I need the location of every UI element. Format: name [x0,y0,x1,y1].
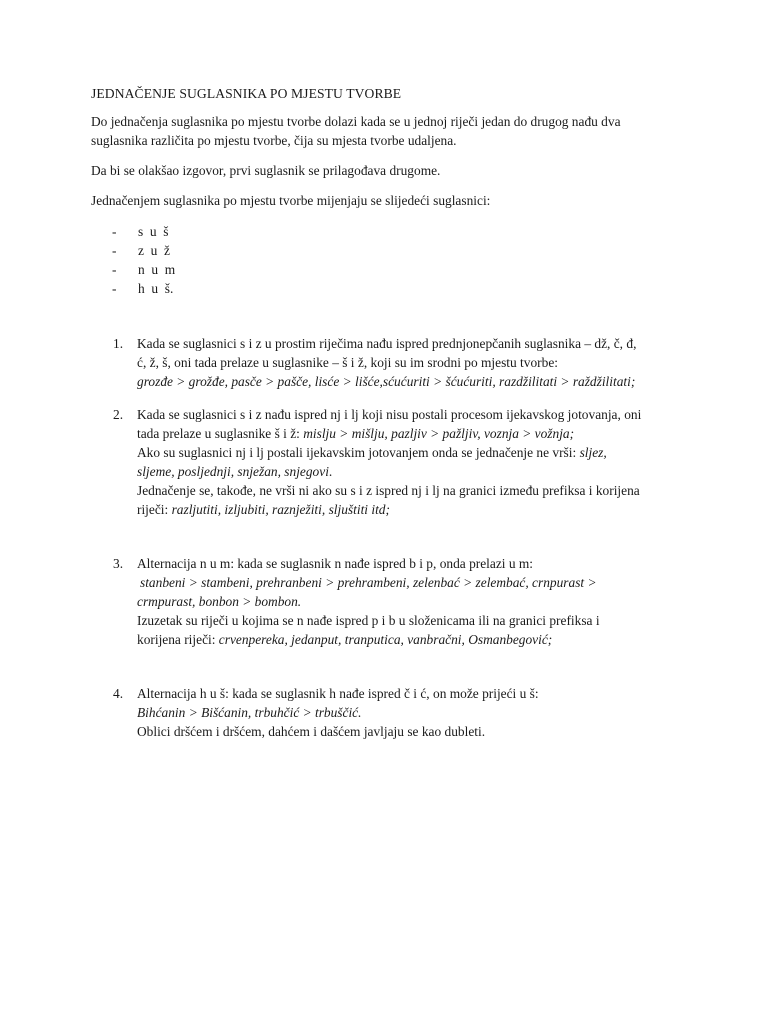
item-text: riječi: [137,502,172,517]
item-line: Alternacija h u š: kada se suglasnik h nađe ispred č i ć, on može prijeći u š: [137,686,539,701]
item-example: crmpurast, bonbon > bombon. [137,594,302,609]
item-line: ć, ž, š, oni tada prelaze u suglasnike – š i ž, koji su im srodni po mjestu tvorbe: [137,355,558,370]
list-dash: - [112,281,117,296]
list-item [112,279,175,298]
item-number: 2. [113,407,124,422]
item-line [137,630,688,649]
item-body [137,405,688,519]
intro-paragraph-2: Da bi se olakšao izgovor, prvi suglasnik se prilagođava drugome. [91,163,441,178]
item-number: 3. [113,556,124,571]
item-line: Kada se suglasnici s i z u prostim riječima nađu ispred prednjonepčanih suglasnika – dž, č, đ, [137,336,637,351]
item-example: Bihćanin > Bišćanin, trbuhčić > trbuščić. [137,705,362,720]
item-text: . [328,464,333,479]
item-text: Ako su suglasnici nj i lj postali ijekavskim jotovanjem onda se jednačenje ne vrši: [137,445,580,460]
item-line: Alternacija n u m: kada se suglasnik n nađe ispred b i p, onda prelazi u m: [137,556,534,571]
item-example: stanbeni > stambeni, prehranbeni > prehrambeni, zelenbać > zelembać, crnpurast > [140,575,597,590]
item-line [137,443,688,462]
numbered-item-2 [113,405,688,519]
intro-paragraph-1-line-1: Do jednačenja suglasnika po mjestu tvorbe dolazi kada se u jednoj riječi jedan do drugog nađu dva [91,114,621,129]
intro-paragraph-1 [91,112,691,150]
item-line: Jednačenje se, takođe, ne vrši ni ako su s i z ispred nj i lj na granici između prefiksa i korijena [137,483,640,498]
item-line [137,462,688,481]
consonant-pair: h u š. [138,281,174,296]
item-example: sljez, [579,445,607,460]
item-body [137,684,688,741]
consonant-pair: z u ž [138,243,170,258]
item-line [137,500,688,519]
item-text: korijena riječi: [137,632,219,647]
list-dash: - [112,262,117,277]
item-example: mislju > mišlju, pazljiv > pažljiv, voznja > vožnja; [303,426,575,441]
list-item [112,241,175,260]
item-example: razljutiti, izljubiti, raznježiti, sljuštiti itd; [171,502,390,517]
intro-paragraph-3: Jednačenjem suglasnika po mjestu tvorbe mijenjaju se slijedeći suglasnici: [91,193,491,208]
item-body [137,554,688,649]
intro-paragraph-1-line-2: suglasnika različita po mjestu tvorbe, čija su mjesta tvorbe udaljena. [91,133,457,148]
numbered-item-3 [113,554,688,649]
consonant-pair: n u m [138,262,176,277]
item-example: grozđe > grožđe, pasče > pašče, lisće > lišće,sćućuriti > šćućuriti, razdžilitati > raždžilitati; [137,374,636,389]
item-line: Kada se suglasnici s i z nađu ispred nj i lj koji nisu postali procesom ijekavskog jotovanja, oni [137,407,642,422]
item-example: sljeme, posljednji, snježan, snjegovi [137,464,329,479]
item-line [137,424,688,443]
item-body [137,334,688,391]
list-dash: - [112,243,117,258]
numbered-item-1 [113,334,688,391]
numbered-item-4 [113,684,688,741]
item-example: crvenpereka, jedanput, tranputica, vanbračni, Osmanbegović; [218,632,553,647]
consonant-pairs-list [112,222,175,298]
item-number: 1. [113,336,124,351]
list-item [112,222,175,241]
item-line: Oblici dršćem i dršćem, dahćem i dašćem javljaju se kao dubleti. [137,724,486,739]
item-line: Izuzetak su riječi u kojima se n nađe ispred p i b u složenicama ili na granici prefiksa i [137,613,600,628]
document-title: JEDNAČENJE SUGLASNIKA PO MJESTU TVORBE [91,86,402,101]
consonant-pair: s u š [138,224,169,239]
list-item [112,260,175,279]
item-number: 4. [113,686,124,701]
item-text: tada prelaze u suglasnike š i ž: [137,426,304,441]
list-dash: - [112,224,117,239]
